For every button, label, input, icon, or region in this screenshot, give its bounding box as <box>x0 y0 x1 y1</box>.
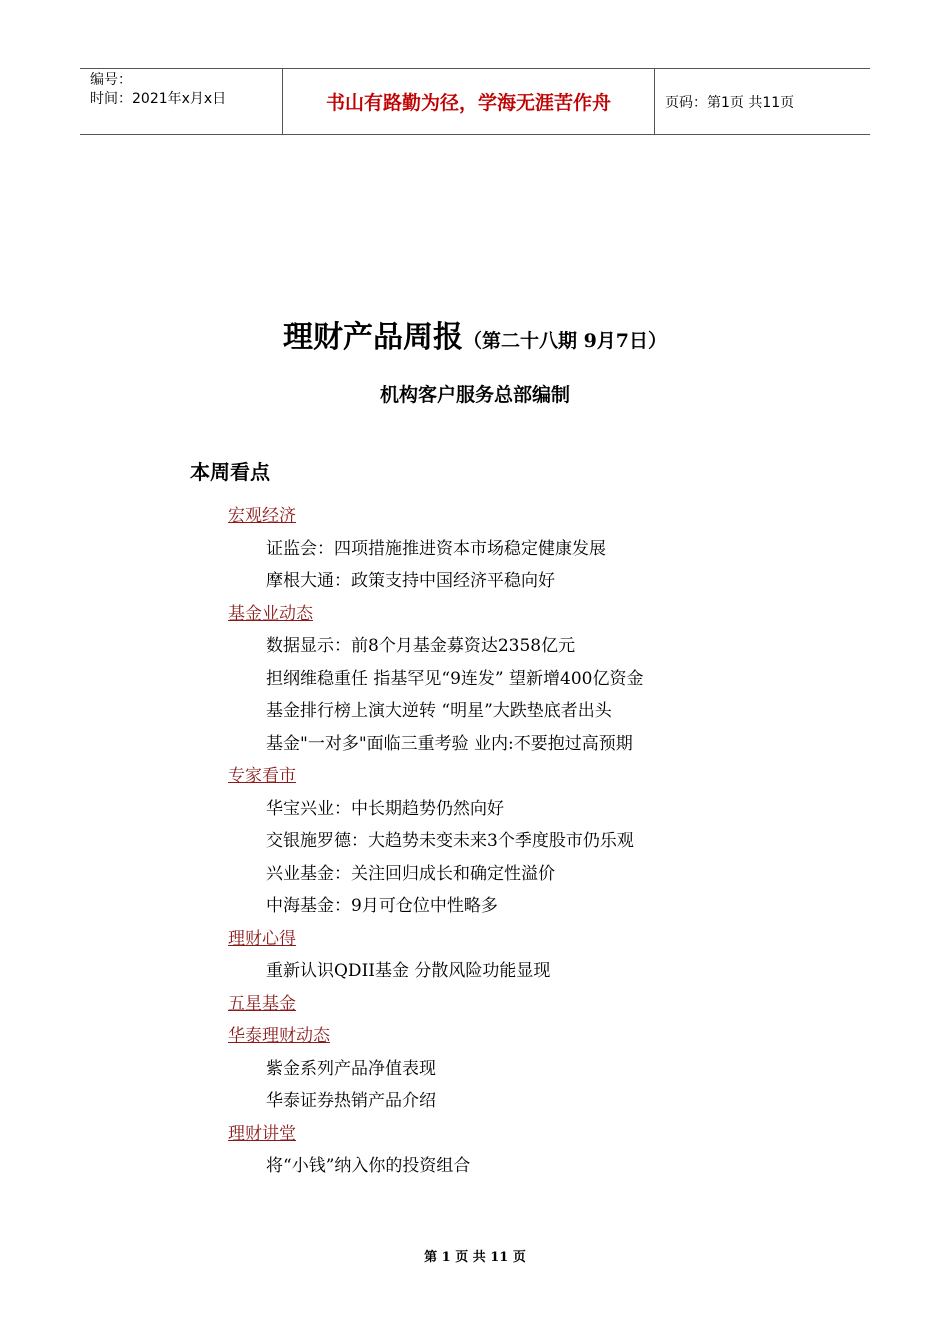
toc-category-link[interactable]: 宏观经济 <box>228 506 296 526</box>
toc-item: 紫金系列产品净值表现 <box>266 1058 436 1079</box>
header-page-info: 页码：第1页 共11页 <box>665 94 795 111</box>
report-title-issue: （第二十八期 9月7日） <box>462 330 668 352</box>
report-title <box>0 312 950 356</box>
toc-item: 交银施罗德：大趋势未变未来3个季度股市仍乐观 <box>266 831 634 851</box>
page-header <box>80 68 870 135</box>
toc-item: 中海基金：9月可仓位中性略多 <box>266 896 498 916</box>
toc-item: 数据显示：前8个月基金募资达2358亿元 <box>266 636 576 656</box>
header-meta <box>80 69 282 134</box>
report-title-main: 理财产品周报 <box>282 320 463 355</box>
page-footer: 第 1 页 共 11 页 <box>424 1250 526 1265</box>
toc-item: 华泰证券热销产品介绍 <box>266 1091 436 1111</box>
toc-item: 将“小钱”纳入你的投资组合 <box>266 1156 471 1176</box>
document-number-label: 编号： <box>90 72 132 88</box>
highlights-heading: 本周看点 <box>190 460 270 484</box>
toc-category-link[interactable]: 五星基金 <box>228 993 296 1014</box>
toc-item: 摩根大通：政策支持中国经济平稳向好 <box>266 571 555 591</box>
toc-item: 基金"一对多"面临三重考验 业内:不要抱过高预期 <box>266 733 633 754</box>
toc-category-link[interactable]: 华泰理财动态 <box>228 1026 330 1046</box>
toc-item: 兴业基金：关注回归成长和确定性溢价 <box>266 863 555 884</box>
toc-category-link[interactable]: 理财讲堂 <box>228 1123 296 1144</box>
toc-category-link[interactable]: 理财心得 <box>228 928 296 949</box>
toc-category-link[interactable]: 专家看市 <box>228 766 296 786</box>
toc-category-link[interactable]: 基金业动态 <box>228 603 313 624</box>
document-date-label: 时间：2021年x月x日 <box>90 91 227 107</box>
report-subtitle: 机构客户服务总部编制 <box>379 384 570 406</box>
header-motto: 书山有路勤为径，学海无涯苦作舟 <box>282 69 655 134</box>
toc-item: 证监会：四项措施推进资本市场稳定健康发展 <box>266 538 606 559</box>
toc-item: 重新认识QDII基金 分散风险功能显现 <box>266 961 551 981</box>
toc-item: 基金排行榜上演大逆转 “明星”大跌垫底者出头 <box>266 701 612 721</box>
toc-item: 担纲维稳重任 指基罕见“9连发” 望新增400亿资金 <box>266 668 644 689</box>
toc-item: 华宝兴业：中长期趋势仍然向好 <box>266 798 504 819</box>
table-of-contents <box>0 500 950 1183</box>
